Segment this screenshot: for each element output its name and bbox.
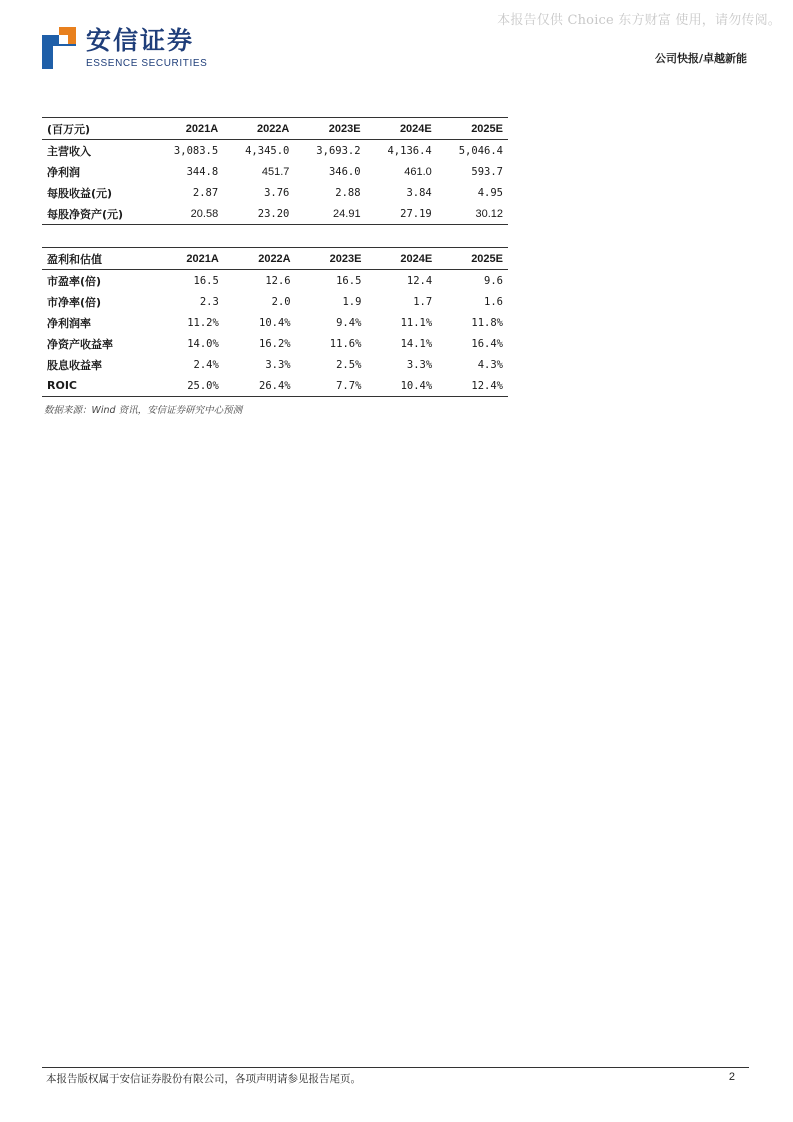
- table-cell: 3.3%: [265, 358, 291, 371]
- page-number: 2: [728, 1071, 735, 1083]
- profitability-valuation-table: [42, 247, 508, 397]
- logo-name-cn: 安信证券: [86, 26, 195, 55]
- column-header: 2025E: [471, 122, 503, 135]
- table-cell: 11.6%: [329, 337, 362, 350]
- column-header: 2023E: [328, 122, 361, 135]
- table-cell: 4,345.0: [245, 144, 290, 157]
- table-cell: 1.9: [342, 295, 362, 308]
- row-label: 市盈率(倍): [47, 274, 102, 288]
- table-cell: 1.6: [484, 295, 503, 308]
- table-cell: 12.4%: [471, 379, 503, 392]
- table-cell: 12.6: [265, 274, 291, 287]
- row-label: 每股收益(元): [47, 186, 113, 200]
- table-cell: 3,083.5: [173, 144, 219, 157]
- table-cell: 16.2%: [259, 337, 291, 350]
- table-header-row: [42, 118, 508, 140]
- table-cell: 593.7: [471, 165, 503, 178]
- company-logo: [42, 27, 207, 71]
- table-row: [42, 270, 508, 292]
- column-header: 2021A: [186, 252, 219, 265]
- column-header: 2024E: [399, 122, 432, 135]
- column-header: 2022A: [256, 122, 290, 135]
- row-label: 净利润率: [47, 316, 91, 330]
- table-cell: 20.58: [190, 207, 219, 220]
- column-header: 2025E: [471, 252, 503, 265]
- table-cell: 9.6: [484, 274, 503, 287]
- column-header: 2022A: [258, 252, 291, 265]
- table-cell: 2.5%: [336, 358, 362, 371]
- row-label: 主营收入: [47, 144, 91, 158]
- table-cell: 5,046.4: [458, 144, 503, 157]
- table-cell: 3,693.2: [316, 144, 361, 157]
- table-cell: 10.4%: [259, 316, 291, 329]
- row-label: 净资产收益率: [47, 337, 113, 351]
- table-cell: 26.4%: [259, 379, 291, 392]
- row-label: ROIC: [47, 379, 77, 392]
- table-cell: 2.3: [199, 295, 219, 308]
- table-cell: 3.76: [264, 186, 290, 199]
- table-row: [42, 333, 508, 354]
- table-cell: 2.4%: [193, 358, 219, 371]
- table-cell: 3.84: [406, 186, 432, 199]
- column-header: 2023E: [329, 252, 362, 265]
- table-cell: 16.5: [193, 274, 219, 287]
- table-cell: 11.8%: [471, 316, 503, 329]
- table-row: [42, 161, 508, 182]
- table-row: [42, 291, 508, 312]
- table-cell: 4,136.4: [387, 144, 432, 157]
- footer-disclaimer: 本报告版权属于安信证券股份有限公司，各项声明请参见报告尾页。: [46, 1073, 361, 1085]
- table-cell: 27.19: [400, 207, 432, 220]
- table-cell: 2.87: [192, 186, 219, 199]
- table-cell: 23.20: [257, 207, 290, 220]
- column-header: 2024E: [400, 252, 433, 265]
- table-cell: 14.1%: [400, 337, 433, 350]
- table-header-row: [42, 248, 508, 270]
- table-row: [42, 182, 508, 203]
- table-cell: 1.7: [413, 295, 433, 308]
- table-cell: 4.3%: [477, 358, 503, 371]
- table-cell: 7.7%: [336, 379, 362, 392]
- table-row: [42, 354, 508, 375]
- logo-mark-icon: [42, 27, 76, 71]
- table-cell: 344.8: [186, 165, 219, 178]
- table-row: [42, 375, 508, 397]
- table-cell: 12.4: [406, 274, 433, 287]
- table-cell: 346.0: [328, 165, 361, 178]
- row-label: 净利润: [47, 165, 80, 179]
- report-category: 公司快报/卓越新能: [654, 52, 747, 65]
- table-row: [42, 203, 508, 225]
- table-row: [42, 312, 508, 333]
- table-cell: 25.0%: [187, 379, 219, 392]
- table-cell: 3.3%: [406, 358, 433, 371]
- financial-summary-table: [42, 117, 508, 225]
- table-row: [42, 140, 508, 162]
- table-cell: 11.1%: [400, 316, 433, 329]
- column-header: (百万元): [47, 122, 91, 136]
- table-cell: 2.0: [271, 295, 291, 308]
- logo-name-en: ESSENCE SECURITIES: [86, 58, 208, 69]
- table-cell: 4.95: [477, 186, 503, 199]
- table-cell: 16.5: [336, 274, 362, 287]
- table-cell: 10.4%: [400, 379, 433, 392]
- table-cell: 9.4%: [336, 316, 362, 329]
- table-cell: 30.12: [475, 207, 503, 220]
- footer-divider: [42, 1067, 749, 1068]
- table-cell: 14.0%: [187, 337, 219, 350]
- watermark: 本报告仅供 Choice 东方财富 使用，请勿传阅。: [497, 13, 781, 28]
- table-cell: 2.88: [335, 186, 361, 199]
- table-cell: 16.4%: [471, 337, 503, 350]
- data-source-note: 数据来源：Wind 资讯，安信证券研究中心预测: [44, 405, 243, 416]
- column-header: 2021A: [185, 122, 219, 135]
- table-cell: 11.2%: [187, 316, 219, 329]
- column-header: 盈利和估值: [47, 252, 102, 266]
- table-cell: 461.0: [404, 165, 432, 178]
- table-cell: 451.7: [261, 165, 290, 178]
- table-cell: 24.91: [333, 207, 361, 220]
- row-label: 市净率(倍): [47, 295, 102, 309]
- row-label: 股息收益率: [47, 358, 102, 372]
- row-label: 每股净资产(元): [47, 207, 124, 221]
